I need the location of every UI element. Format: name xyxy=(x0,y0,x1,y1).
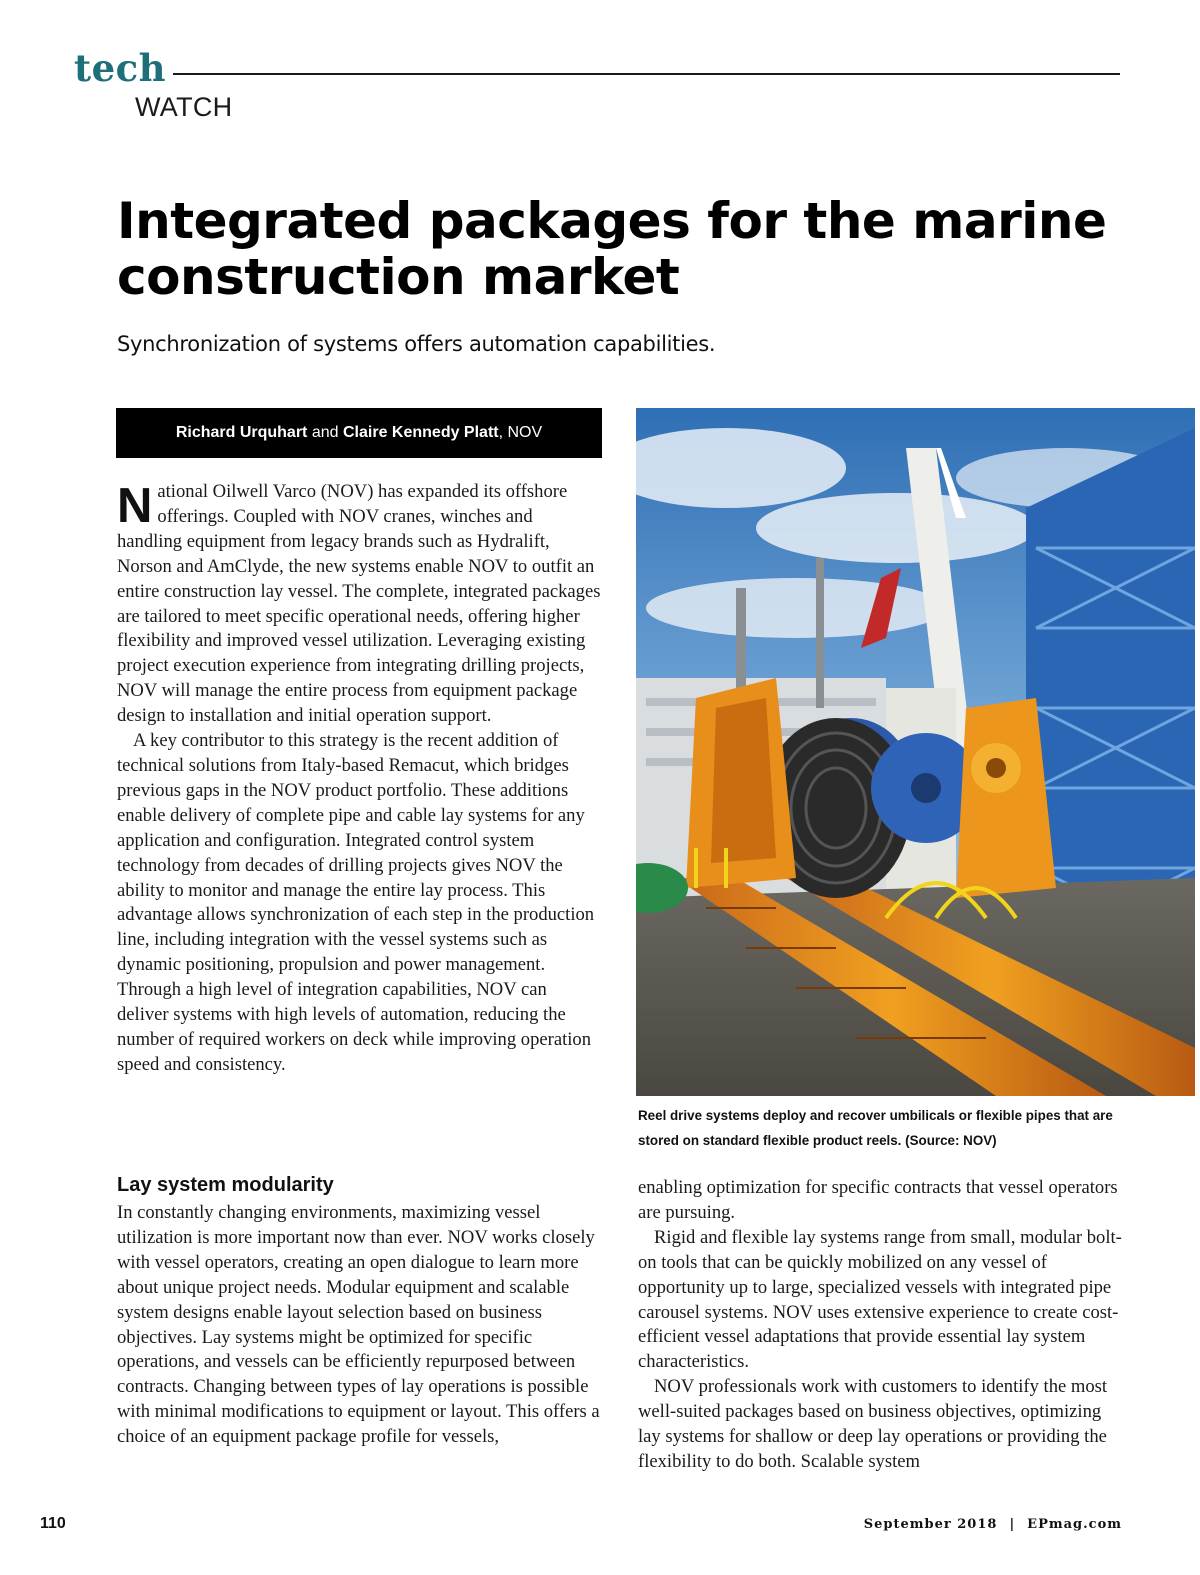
photo-caption: Reel drive systems deploy and recover umbilicals or flexible pipes that are stored on standard flexible product reels. (Source: NOV) xyxy=(638,1108,1113,1148)
byline-conjunction: and xyxy=(311,424,339,441)
author-name: Richard Urquhart xyxy=(175,424,308,441)
article-photo xyxy=(636,408,1195,1096)
paragraph-text: ational Oilwell Varco (NOV) has expanded its offshore offerings. Coupled with NOV cranes, winches and handling equipment from legacy brands such as Hydralift, Norson and AmClyde, the new systems enable NOV to outfit an entire construction lay vessel. The complete, integrated packages are tailored to meet specific operational needs, offering higher flexibility and improved vessel utilization. Leveraging existing project execution experience from integrating drilling projects, NOV will manage the entire process from equipment package design to installation and initial operation support. xyxy=(117,481,601,727)
section-kicker: tech xyxy=(74,46,167,90)
reel-drive-photo-illustration xyxy=(636,408,1195,1096)
body-paragraph: Rigid and flexible lay systems range from small, modular bolt-on tools that can be quickly mobilized on any vessel of opportunity up to large, specialized vessels with integrated pipe carousel systems. NOV uses extensive experience to create cost-efficient vessel adaptations that provide essential lay system characteristics. xyxy=(638,1226,1122,1373)
article-body-right xyxy=(638,1176,1122,1475)
byline-organization: , NOV xyxy=(498,424,543,441)
section-label: WATCH xyxy=(135,92,233,122)
issue-date: September 2018 xyxy=(863,1517,998,1532)
byline-bar xyxy=(116,408,602,458)
article-title: Integrated packages for the marine construction market xyxy=(117,192,1107,306)
author-name: Claire Kennedy Platt xyxy=(343,424,499,441)
section-subheading: Lay system modularity xyxy=(117,1174,334,1196)
article-body-left-lower xyxy=(117,1201,601,1450)
body-paragraph: A key contributor to this strategy is the recent addition of technical solutions from Italy-based Remacut, which bridges previous gaps in the NOV product portfolio. These additions enable delivery of complete pipe and cable lay systems for any application and configuration. Integrated control system technology from decades of drilling projects gives NOV the ability to monitor and manage the entire lay process. This advantage allows synchronization of each step in the production line, including integration with the vessel systems such as dynamic positioning, propulsion and power management. Through a high level of integration capabilities, NOV can deliver systems with high levels of automation, reducing the number of required workers on deck while improving operation speed and consistency. xyxy=(117,730,595,1075)
drop-cap: N xyxy=(117,479,153,533)
body-paragraph: enabling optimization for specific contracts that vessel operators are pursuing. xyxy=(638,1177,1118,1223)
article-body-left xyxy=(117,480,601,1078)
body-paragraph: In constantly changing environments, maximizing vessel utilization is more important now than ever. NOV works closely with vessel operators, creating an open dialogue to learn more about unique project needs. Modular equipment and scalable system designs enable layout selection based on business objectives. Lay systems might be optimized for specific operations, and vessels can be efficiently repurposed between contracts. Changing between types of lay operations is possible with minimal modifications to equipment or layout. This offers a choice of an equipment package profile for vessels, xyxy=(117,1202,600,1448)
page-number: 110 xyxy=(40,1515,66,1532)
page-footer xyxy=(864,1517,1122,1532)
article-subtitle: Synchronization of systems offers automation capabilities. xyxy=(117,332,716,356)
header-rule xyxy=(173,73,1120,75)
footer-separator: | xyxy=(1009,1517,1016,1532)
body-paragraph xyxy=(117,480,601,729)
site-name: EPmag.com xyxy=(1027,1517,1122,1532)
body-paragraph: NOV professionals work with customers to identify the most well-suited packages based on business objectives, optimizing lay systems for shallow or deep lay operations or providing the flexibility to do both. Scalable system xyxy=(638,1376,1108,1472)
